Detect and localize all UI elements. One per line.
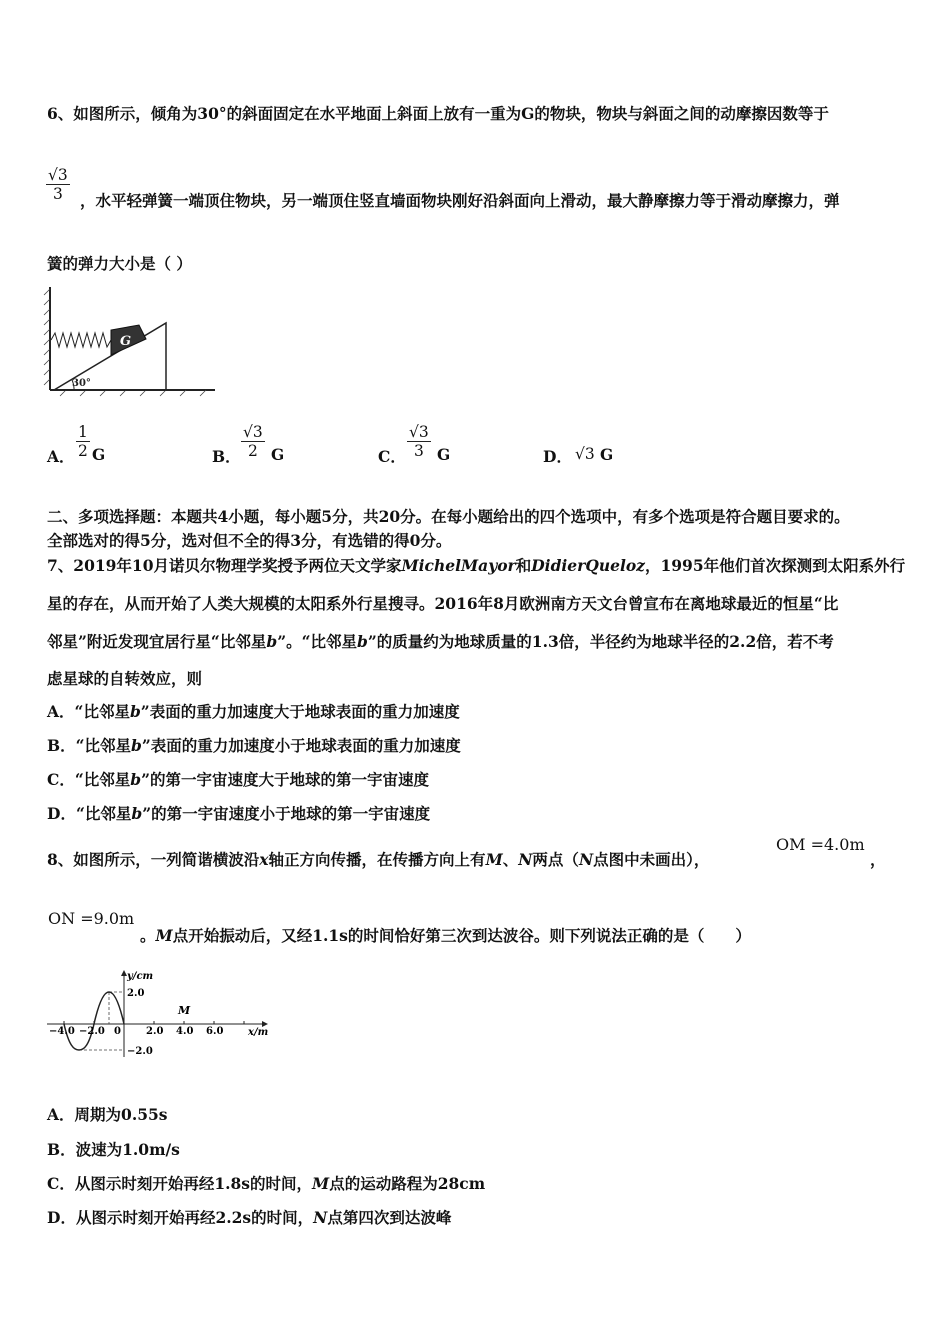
fraction-denominator: 3: [52, 185, 63, 203]
option-var: b: [131, 804, 143, 823]
y-axis-label: y/cm: [127, 971, 154, 982]
q6-option-c-fraction: [407, 423, 431, 460]
q7-name2: DidierQueloz: [531, 556, 645, 575]
section2-line2: 全部选对的得5分，选对但不全的得3分，有选错的得0分。: [47, 531, 452, 550]
fraction-denominator: 3: [413, 442, 424, 460]
q7-line1-a: 7、2019年10月诺贝尔物理学奖授予两位天文学家: [47, 556, 402, 575]
option-post: 点的运动路程为28cm: [329, 1174, 486, 1193]
option-letter: B．: [47, 736, 76, 755]
fraction-denominator: 2: [78, 442, 88, 460]
x-tick-label: 4.0: [176, 1026, 194, 1037]
q8-M: M: [155, 926, 173, 945]
option-pre: “比邻星: [75, 804, 132, 823]
option-var: M: [312, 1174, 330, 1193]
q7-line3: [47, 630, 834, 652]
q8-line2: [140, 924, 751, 946]
fraction-numerator: 1: [78, 423, 88, 441]
q8-line1-a: 8、如图所示，一列简谐横波沿: [47, 850, 260, 869]
q7-option-c[interactable]: [47, 768, 429, 790]
fraction-numerator: √3: [48, 166, 68, 184]
q7-line2: 星的存在，从而开始了人类大规模的太阳系外行星搜寻。2016年8月欧洲南方天文台曾宣布在离地球最近的恒星“比: [47, 594, 839, 613]
option-letter: A．: [47, 1105, 75, 1124]
point-M-label: M: [178, 1004, 191, 1017]
q7-option-a[interactable]: [47, 700, 460, 722]
q8-sep: 、: [502, 850, 519, 869]
q6-incline-figure: [40, 285, 220, 400]
q8-OM: OM =4.0m: [776, 835, 865, 854]
q6-option-a-fraction: [76, 423, 90, 460]
option-var: b: [131, 736, 142, 755]
q6-option-b-unit: G: [271, 445, 285, 464]
q7-option-d[interactable]: [47, 802, 430, 824]
option-letter: C．: [47, 770, 75, 789]
q7-b: b: [266, 632, 278, 651]
q7-line4: 虑星球的自转效应，则: [47, 669, 203, 688]
q6-line3: 簧的弹力大小是（ ）: [47, 254, 192, 273]
q8-line2-a: 。: [140, 926, 156, 945]
option-var: N: [313, 1208, 328, 1227]
q8-line2-b: 点开始振动后，又经1.1s的时间恰好第三次到达波谷。则下列说法正确的是（ ）: [172, 926, 751, 945]
option-pre: “比邻星: [74, 702, 130, 721]
q8-option-c[interactable]: [47, 1172, 485, 1194]
q7-line1-c: ，1995年他们首次探测到太阳系外行: [644, 556, 906, 575]
q6-line1: 6、如图所示，倾角为30°的斜面固定在水平地面上斜面上放有一重为G的物块，物块与斜面之间的动摩擦因数等于: [47, 104, 829, 123]
q8-line1-d: 点图中未画出），: [593, 850, 710, 869]
q7-line1: [47, 554, 905, 576]
q8-ON: ON =9.0m: [48, 909, 135, 928]
q8-line1: [47, 848, 709, 870]
q8-N: N: [578, 850, 594, 869]
y-neg-label: −2.0: [127, 1046, 153, 1057]
q6-option-c-unit: G: [437, 445, 451, 464]
q7-line3-c: ”的质量约为地球质量的1.3倍，半径约为地球半径的2.2倍，若不考: [367, 632, 834, 651]
section2-line1: 二、多项选择题：本题共4小题，每小题5分，共20分。在每小题给出的四个选项中，有多个选项是符合题目要求的。: [47, 507, 850, 526]
q7-b: b: [357, 632, 368, 651]
fraction-numerator: √3: [409, 423, 429, 441]
option-post: ”的第一宇宙速度小于地球的第一宇宙速度: [142, 804, 431, 823]
option-letter: C．: [47, 1174, 75, 1193]
option-letter: D．: [47, 1208, 76, 1227]
option-pre: “比邻星: [75, 736, 132, 755]
q6-option-d-letter[interactable]: D．: [543, 447, 572, 466]
q7-line3-b: ”。“比邻星: [277, 632, 358, 651]
q8-line1-b: 轴正方向传播，在传播方向上有: [268, 850, 486, 869]
fraction-numerator: √3: [243, 423, 263, 441]
option-text: 波速为1.0m/s: [75, 1140, 180, 1159]
q7-line1-b: 和: [515, 556, 532, 575]
q7-line3-a: 邻星”附近发现宜居行星“比邻星: [47, 632, 267, 651]
spring: [51, 333, 111, 347]
option-pre: 从图示时刻开始再经1.8s的时间，: [74, 1174, 313, 1193]
q8-option-a[interactable]: [47, 1103, 168, 1125]
q8-comma: ，: [870, 850, 886, 869]
option-letter: A．: [47, 702, 75, 721]
option-var: b: [130, 770, 142, 789]
option-text: 周期为0.55s: [74, 1105, 168, 1124]
x-tick-label: −2.0: [79, 1026, 105, 1037]
option-letter: D．: [47, 804, 76, 823]
q6-option-a-unit: G: [92, 445, 106, 464]
option-post: ”表面的重力加速度小于地球表面的重力加速度: [141, 736, 461, 755]
q6-mu-fraction: [46, 166, 70, 203]
q6-option-d-value: √3: [575, 445, 595, 463]
q8-option-d[interactable]: [47, 1206, 451, 1228]
angle-label: 30°: [72, 378, 91, 389]
option-var: b: [129, 702, 141, 721]
x-tick-label: −4.0: [49, 1026, 75, 1037]
x-tick-label: 2.0: [146, 1026, 164, 1037]
origin-label: 0: [114, 1026, 121, 1037]
option-letter: B．: [47, 1140, 76, 1159]
q6-option-b-fraction: [241, 423, 265, 460]
x-tick-label: 6.0: [206, 1026, 224, 1037]
option-pre: 从图示时刻开始再经2.2s的时间，: [75, 1208, 314, 1227]
option-post: 点第四次到达波峰: [327, 1208, 452, 1227]
q6-option-c-letter[interactable]: C．: [378, 447, 406, 466]
q8-M: M: [485, 850, 503, 869]
q6-option-b-letter[interactable]: B．: [212, 447, 241, 466]
q8-wave-figure: [45, 965, 275, 1060]
fraction-denominator: 2: [247, 442, 258, 460]
q6-option-a-letter[interactable]: A．: [47, 447, 75, 466]
q7-option-b[interactable]: [47, 734, 461, 756]
option-post: ”表面的重力加速度大于地球表面的重力加速度: [140, 702, 460, 721]
block-label: G: [120, 334, 132, 349]
q8-option-b[interactable]: [47, 1138, 180, 1160]
q8-x: x: [259, 850, 269, 869]
x-axis-label: x/m: [248, 1027, 269, 1038]
option-pre: “比邻星: [74, 770, 131, 789]
q8-line1-c: 两点（: [532, 850, 579, 869]
q8-N: N: [518, 850, 533, 869]
q6-option-d-unit: G: [600, 445, 614, 464]
q7-name1: MichelMayor: [401, 556, 516, 575]
option-post: ”的第一宇宙速度大于地球的第一宇宙速度: [141, 770, 430, 789]
y-pos-label: 2.0: [127, 988, 145, 999]
q6-line2: ，水平轻弹簧一端顶住物块，另一端顶住竖直墙面物块刚好沿斜面向上滑动，最大静摩擦力等于滑动摩擦力，弹: [80, 191, 840, 210]
